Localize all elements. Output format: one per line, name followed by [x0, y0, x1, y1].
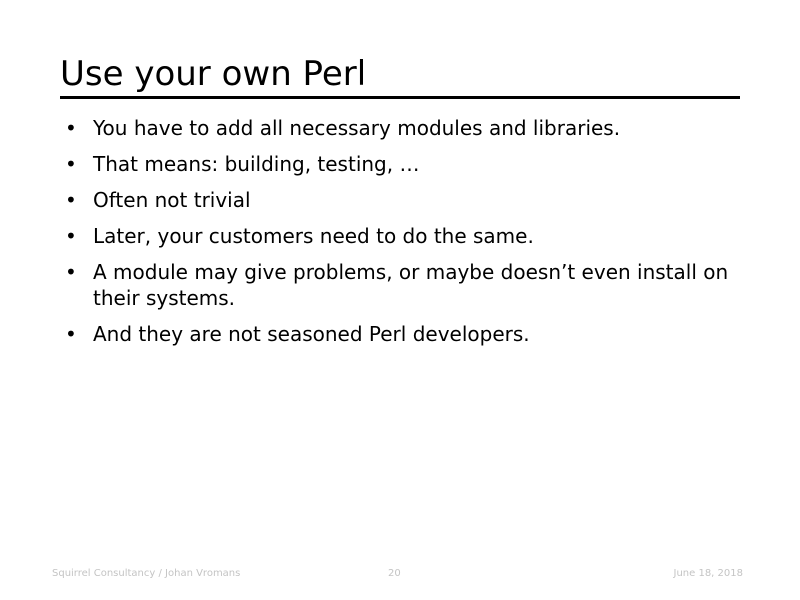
footer-page-number: 20: [388, 568, 401, 579]
bullet-icon: •: [65, 188, 77, 212]
bullet-icon: •: [65, 152, 77, 176]
title-underline: [60, 96, 740, 99]
bullet-icon: •: [65, 260, 77, 284]
bullet-item: [60, 187, 740, 213]
bullet-text: A module may give problems, or maybe doesn’t even install on their systems.: [93, 260, 729, 310]
bullet-item: [60, 115, 740, 141]
bullet-text: Later, your customers need to do the same.: [93, 224, 534, 248]
bullet-text: And they are not seasoned Perl developers.: [93, 322, 530, 346]
bullet-icon: •: [65, 322, 77, 346]
bullet-text: That means: building, testing, …: [93, 152, 420, 176]
bullet-text: Often not trivial: [93, 188, 251, 212]
bullet-icon: •: [65, 116, 77, 140]
bullet-list: [60, 115, 740, 357]
footer-date: June 18, 2018: [673, 568, 743, 579]
slide-title: Use your own Perl: [60, 54, 367, 94]
bullet-item: [60, 321, 740, 347]
bullet-text: You have to add all necessary modules and libraries.: [93, 116, 621, 140]
bullet-icon: •: [65, 224, 77, 248]
bullet-item: [60, 223, 740, 249]
footer-author: Squirrel Consultancy / Johan Vromans: [52, 568, 241, 579]
bullet-item: [60, 151, 740, 177]
bullet-item: [60, 259, 740, 311]
